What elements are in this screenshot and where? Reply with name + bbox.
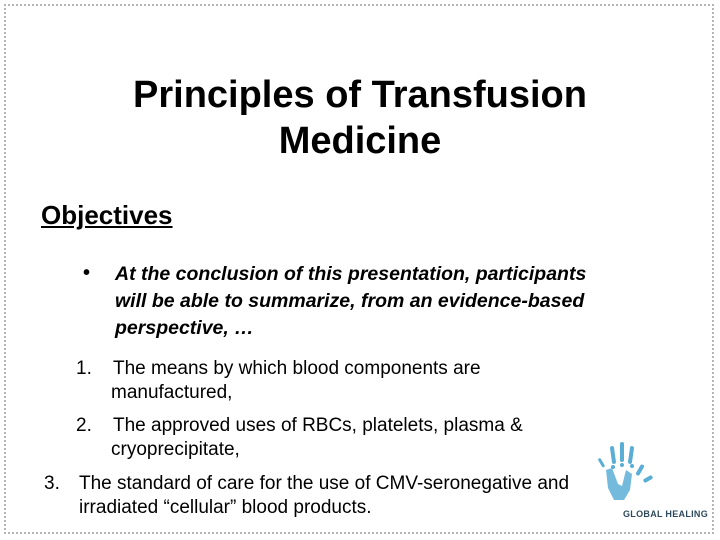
- lead-line-1: At the conclusion of this presentation, participants: [115, 263, 587, 285]
- lead-line-3: perspective, …: [115, 317, 254, 339]
- list-item-number: 1.: [76, 358, 92, 379]
- list-item-line: The standard of care for the use of CMV-seronegative and: [79, 473, 570, 494]
- list-item: [44, 472, 569, 520]
- logo-text: GLOBAL HEALING: [623, 509, 709, 519]
- slide-title: [60, 72, 660, 164]
- lead-paragraph: [115, 261, 705, 342]
- slide-title-line-1: Principles of Transfusion: [133, 74, 587, 116]
- hand-logo-icon: [596, 440, 658, 504]
- list-item-line: The means by which blood components are: [113, 358, 481, 379]
- list-item-number: 3.: [44, 473, 60, 494]
- bullet-marker: •: [83, 262, 91, 284]
- slide-title-line-2: Medicine: [278, 120, 442, 162]
- list-item-line: The approved uses of RBCs, platelets, plasma &: [113, 415, 523, 436]
- list-item-line: manufactured,: [111, 382, 233, 403]
- list-item-line: cryoprecipitate,: [111, 439, 240, 460]
- objectives-heading: Objectives: [41, 200, 173, 230]
- list-item-line: irradiated “cellular” blood products.: [79, 497, 372, 518]
- list-item: [76, 357, 481, 405]
- list-item-number: 2.: [76, 415, 92, 436]
- list-item: [76, 414, 523, 462]
- lead-line-2: will be able to summarize, from an evidence-based: [115, 290, 585, 312]
